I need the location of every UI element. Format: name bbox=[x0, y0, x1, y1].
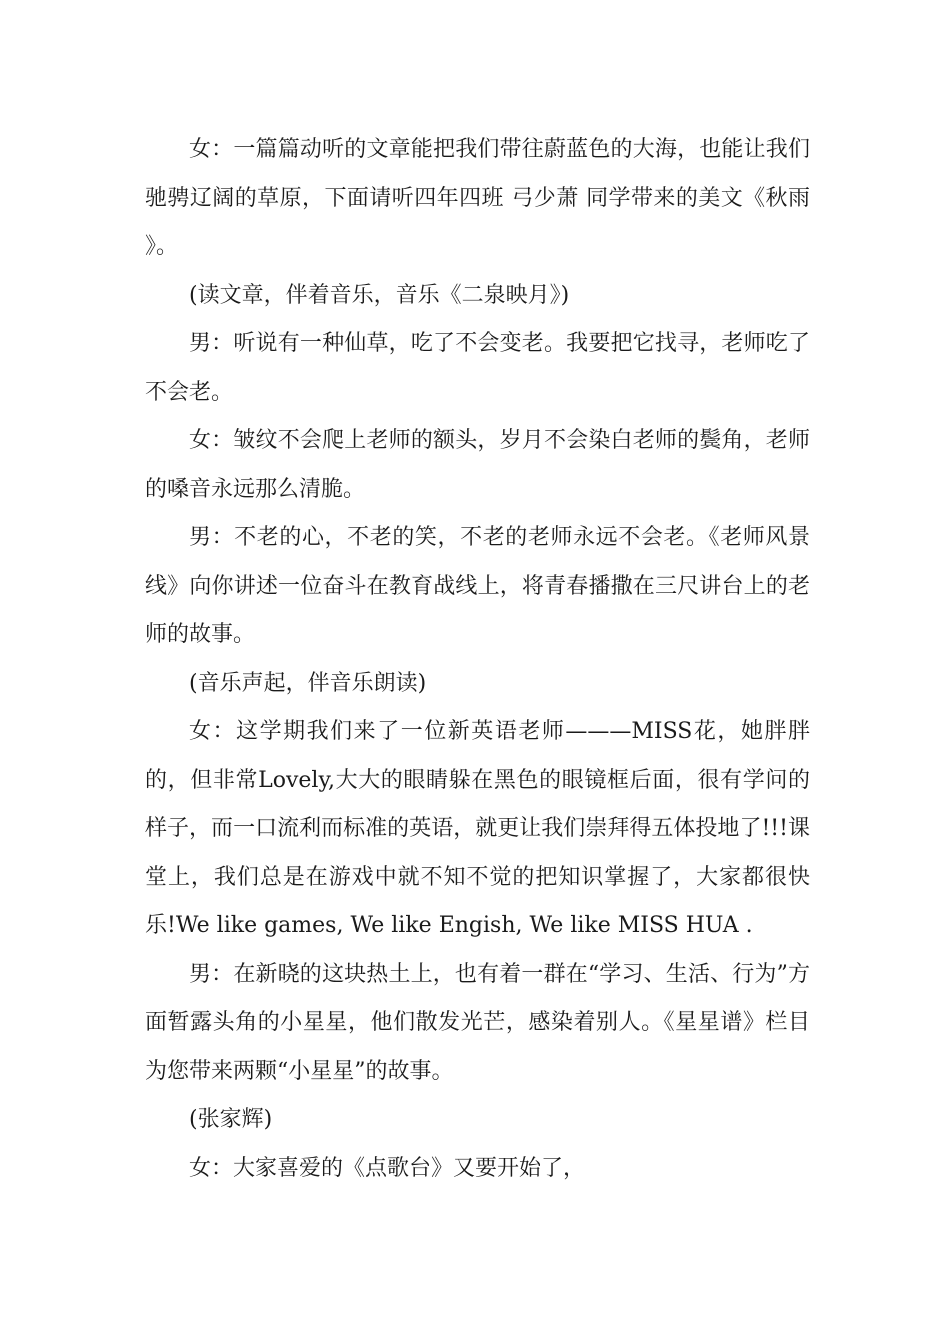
paragraph-teacher-scenery: 男：不老的心，不老的笑，不老的老师永远不会老。《老师风景线》向你讲述一位奋斗在教育战线上，将青春播撒在三尺讲台上的老师的故事。 bbox=[145, 525, 810, 647]
paragraph-stage-direction-music: (音乐声起，伴音乐朗读) bbox=[189, 670, 427, 696]
paragraph-little-stars: 男：在新晓的这块热土上，也有着一群在“学习、生活、行为”方面暂露头角的小星星，他们散发光芒，感染着别人。《星星谱》栏目为您带来两颗“小星星”的故事。 bbox=[145, 961, 810, 1084]
paragraph-song-request: 女：大家喜爱的《点歌台》又要开始了， bbox=[189, 1155, 586, 1181]
paragraph-immortal-grass: 男：听说有一种仙草，吃了不会变老。我要把它找寻，老师吃了不会老。 bbox=[145, 331, 810, 405]
paragraph-stage-direction-reading: (读文章，伴着音乐，音乐《二泉映月》) bbox=[189, 282, 570, 308]
paragraph-stage-direction-name: (张家辉) bbox=[189, 1107, 273, 1132]
paragraph-wrinkles: 女：皱纹不会爬上老师的额头，岁月不会染白老师的鬓角，老师的嗓音永远那么清脆。 bbox=[145, 428, 810, 502]
document-body bbox=[145, 126, 810, 1193]
paragraph-intro-article: 女：一篇篇动听的文章能把我们带往蔚蓝色的大海，也能让我们驰骋辽阔的草原，下面请听四年四班 弓少萧 同学带来的美文《秋雨 》。 bbox=[145, 137, 810, 259]
paragraph-miss-hua: 女：这学期我们来了一位新英语老师———MISS花，她胖胖的，但非常Lovely,大大的眼睛躲在黑色的眼镜框后面，很有学问的样子，而一口流利而标准的英语，就更让我们崇拜得五体投地了!!!课堂上，我们总是在游戏中就不知不觉的把知识掌握了，大家都很快乐!We like games, We like Engish, We like MISS HUA . bbox=[145, 719, 810, 938]
